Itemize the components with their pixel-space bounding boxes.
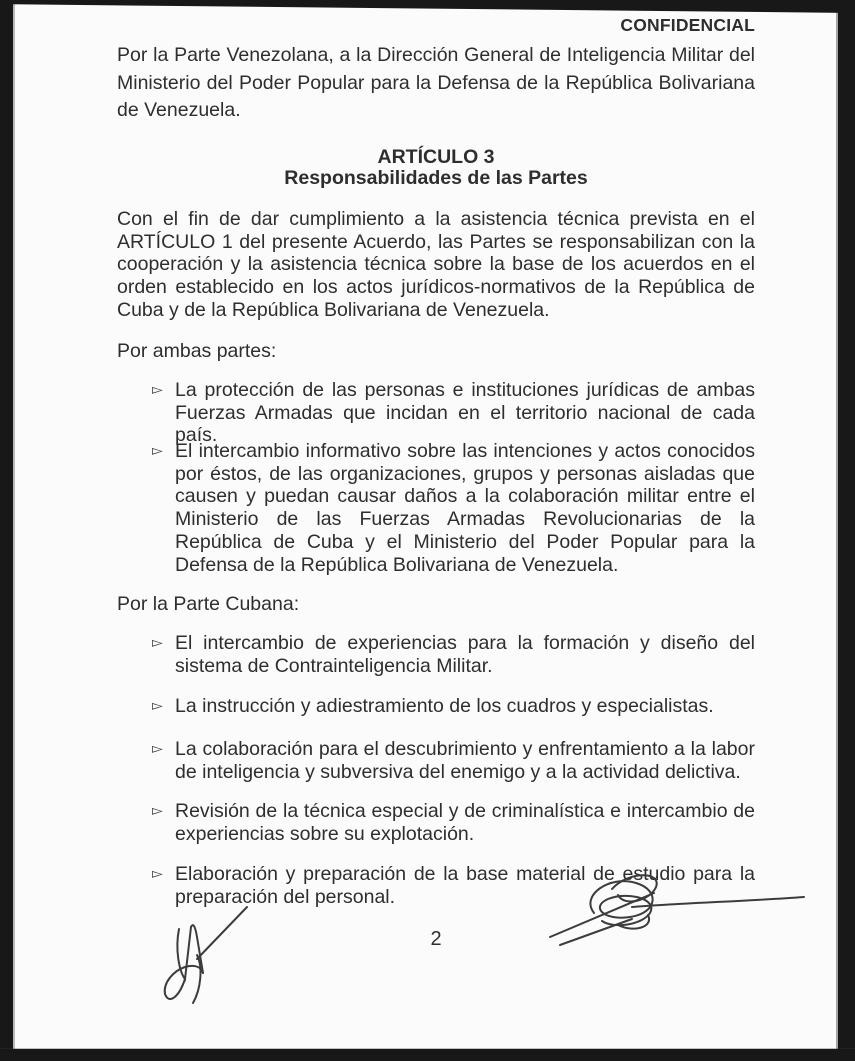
arrowhead-bullet-icon: ▻ [152, 698, 163, 714]
list-item [117, 738, 755, 783]
arrowhead-bullet-icon: ▻ [152, 741, 163, 757]
list-item-text: Revisión de la técnica especial y de criminalística e intercambio de experiencias sobre su explotación. [175, 800, 755, 845]
article-body: Con el fin de dar cumplimiento a la asistencia técnica prevista en el ARTÍCULO 1 del presente Acuerdo, las Partes se responsabilizan con la cooperación y la asistencia técnica sobre la base de los acuerdos en el orden establecido en los actos jurídicos-normativos de la República de Cuba y de la República Bolivariana de Venezuela. [117, 208, 755, 321]
article-heading [117, 147, 755, 189]
scan-border-left [0, 0, 13, 1061]
arrowhead-bullet-icon: ▻ [152, 803, 163, 819]
arrowhead-bullet-icon: ▻ [152, 866, 163, 882]
handwritten-signature-left-icon [147, 893, 267, 1011]
list-item-text: Elaboración y preparación de la base material de estudio para la preparación del personal. [175, 863, 755, 908]
handwritten-signature-right-icon [532, 863, 812, 948]
list-item-text: La protección de las personas e instituciones jurídicas de ambas Fuerzas Armadas que incidan en el territorio nacional de cada país. [175, 379, 755, 447]
list-item [117, 695, 755, 718]
list-item-text: El intercambio de experiencias para la formación y diseño del sistema de Contrainteligencia Militar. [175, 632, 755, 677]
scan-border-right [838, 0, 855, 1061]
section-heading-both-parties: Por ambas partes: [117, 340, 277, 362]
page-content [117, 0, 755, 1061]
article-title: ARTÍCULO 3 [377, 146, 495, 168]
list-item-text: La instrucción y adiestramiento de los cuadros y especialistas. [175, 695, 714, 717]
list-item [117, 800, 755, 845]
list-item [117, 440, 755, 576]
page-number: 2 [430, 928, 442, 950]
list-item-text: El intercambio informativo sobre las intenciones y actos conocidos por éstos, de las organizaciones, grupos y personas aisladas que causen y puedan causar daños a la colaboración militar entre el Ministerio de las Fuerzas Armadas Revolucionarias de la República de Cuba y el Ministerio del Poder Popular para la Defensa de la República Bolivariana de Venezuela. [175, 440, 755, 576]
arrowhead-bullet-icon: ▻ [152, 443, 163, 459]
list-item [117, 379, 755, 447]
list-item [117, 632, 755, 677]
arrowhead-bullet-icon: ▻ [152, 635, 163, 651]
classification-stamp: CONFIDENCIAL [620, 15, 755, 35]
article-subtitle: Responsabilidades de las Partes [284, 167, 588, 189]
arrowhead-bullet-icon: ▻ [152, 382, 163, 398]
list-item-text: La colaboración para el descubrimiento y enfrentamiento a la labor de inteligencia y subversiva del enemigo y a la actividad delictiva. [175, 738, 755, 783]
intro-paragraph: Por la Parte Venezolana, a la Dirección General de Inteligencia Militar del Ministerio del Poder Popular para la Defensa de la República Bolivariana de Venezuela. [117, 44, 755, 121]
section-heading-cuban-party: Por la Parte Cubana: [117, 593, 300, 615]
